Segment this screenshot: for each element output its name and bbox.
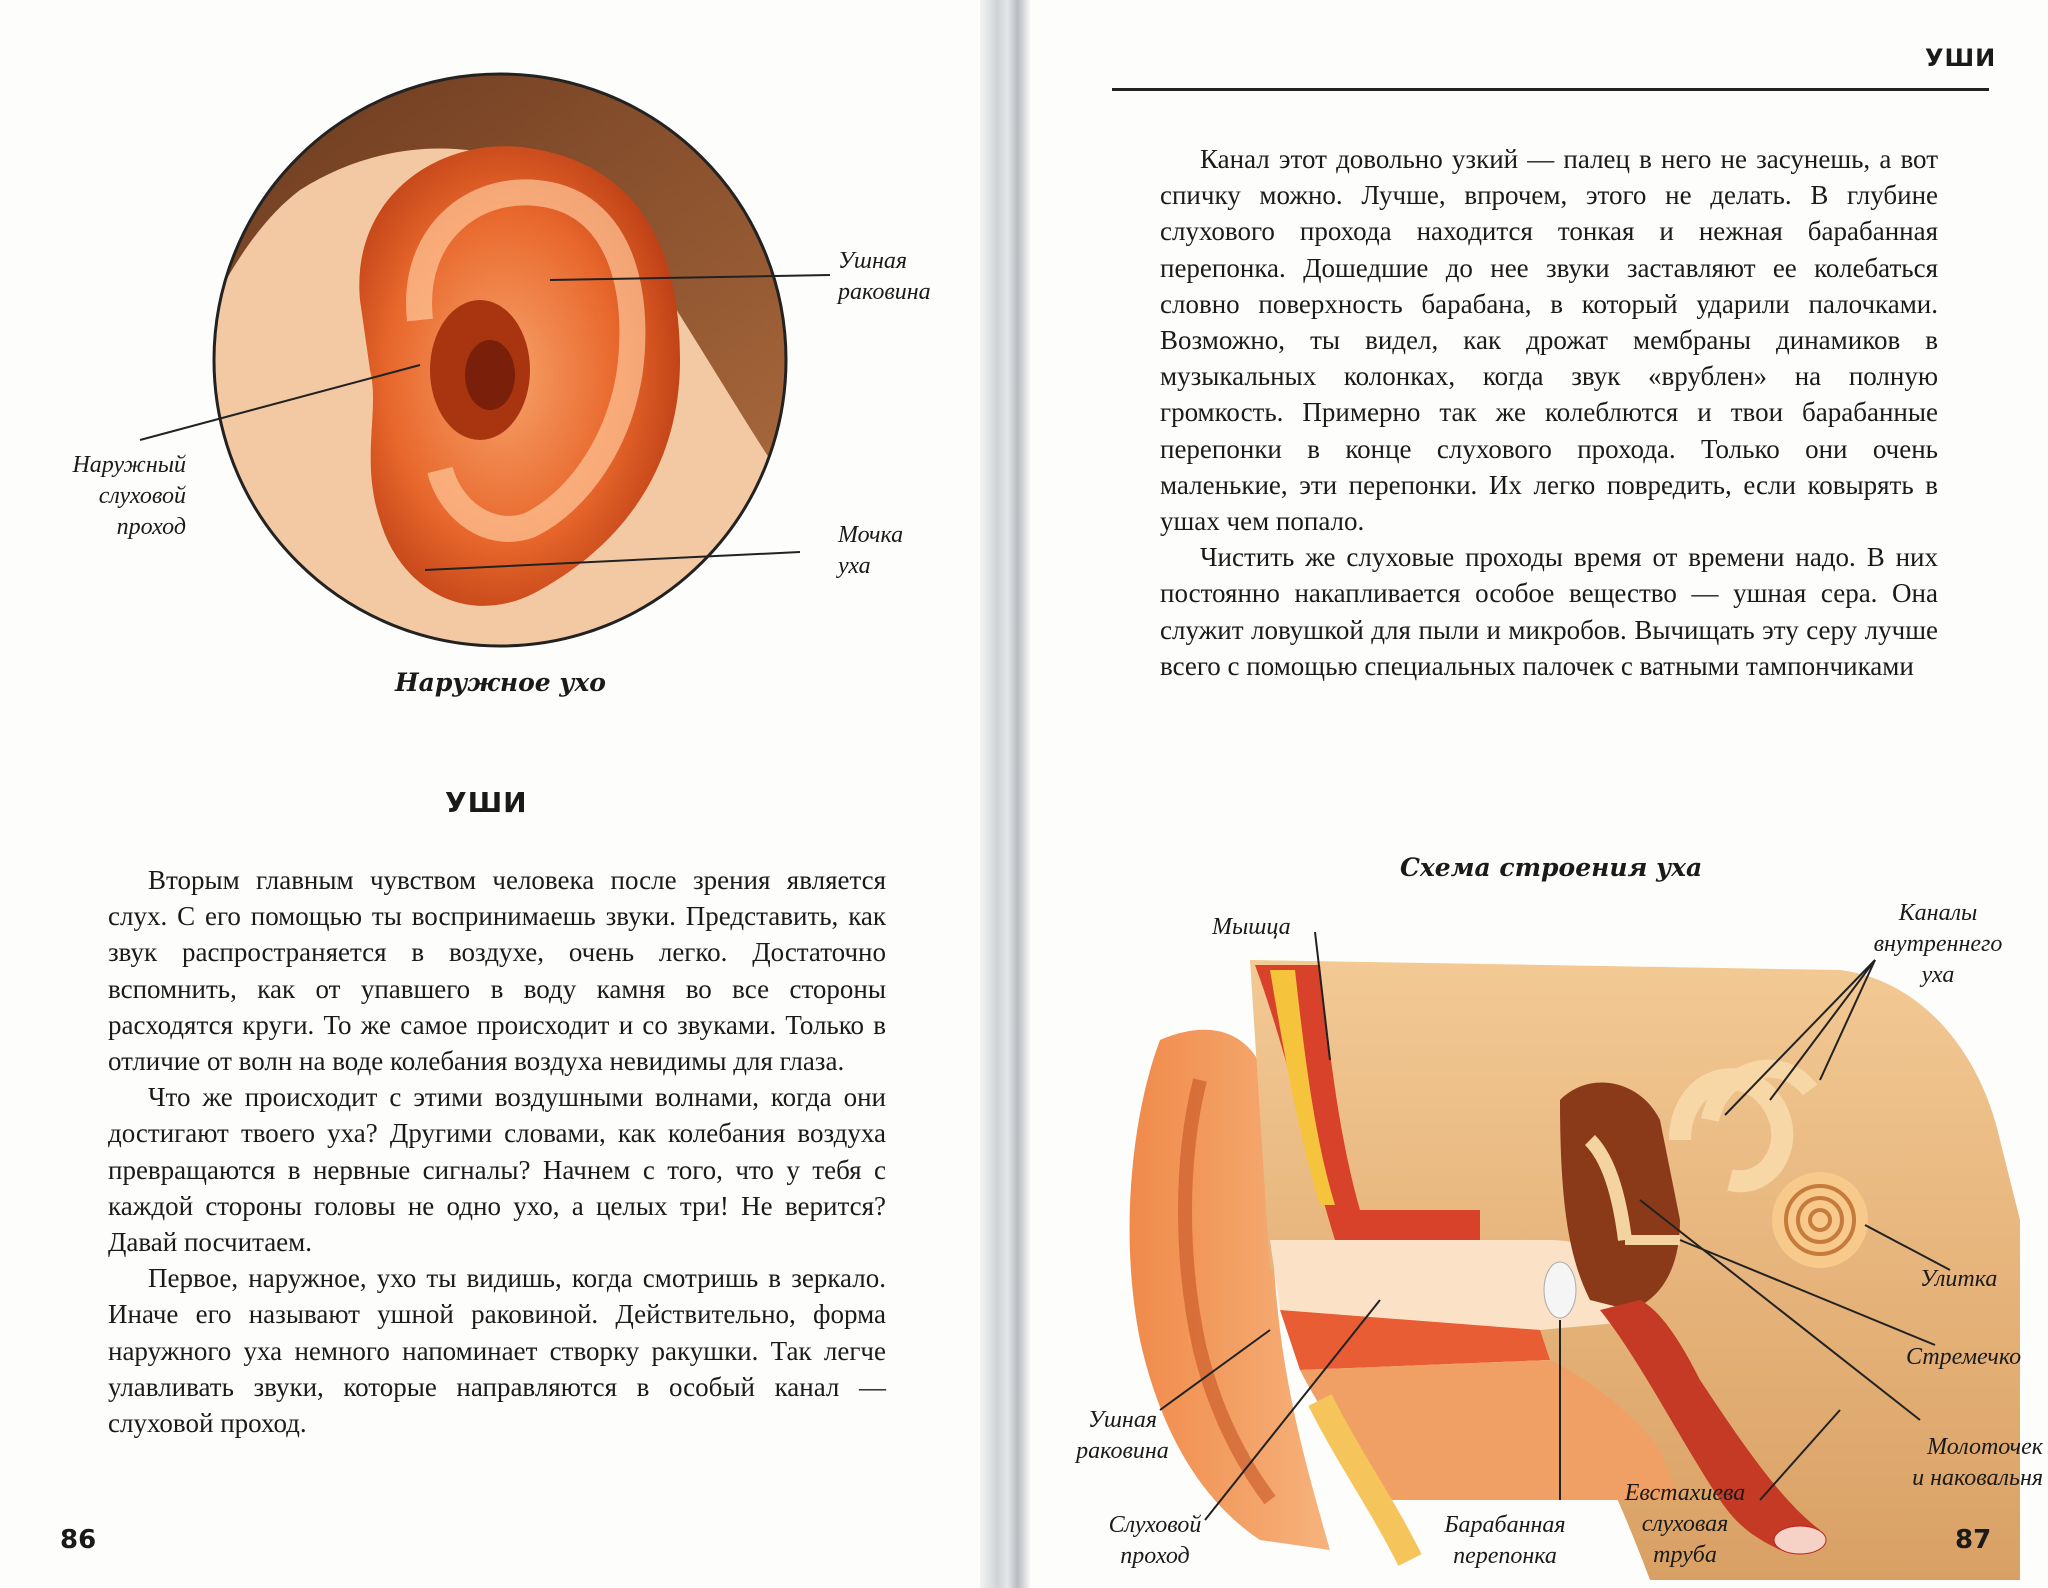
figure-caption-ear-structure: Схема строения уха [1400, 853, 1703, 882]
paragraph: Чистить же слуховые проходы время от времени надо. В них постоянно накапливается особое вещество — ушная сера. Она служит ловушкой для пыли и микробов. Вычищать эту серу лучше всего с помощью специальных палочек с ватными тампончиками [1160, 542, 1938, 681]
paragraph: Что же происходит с этими воздушными волнами, когда они достигают твоего уха? Другими словами, как колебания воздуха превращаются в нервные сигналы? Начнем с того, что у тебя с каждой стороны головы не одно ухо, а целых три! Не верится? Давай посчитаем. [108, 1082, 886, 1258]
label-ear-canal-diagram: Слуховой проход [1108, 1512, 1202, 1569]
running-head: УШИ [1925, 44, 1997, 72]
paragraph: Вторым главным чувством человека после зрения является слух. С его помощью ты воспринимаешь звуки. Представить, как звук распространяется в воздухе, очень легко. Достаточно вспомнить, как от упавшего в воду камня во все стороны расходятся круги. То же самое происходит и со звуками. Только в отличие от волн на воде колебания воздуха невидимы для глаза. [108, 865, 886, 1077]
paragraph: Первое, наружное, ухо ты видишь, когда смотришь в зеркало. Иначе его называют ушной раковиной. Действительно, форма наружного уха немного напоминает створку ракушки. Так легче улавливать звуки, которые направляются в особый канал — слуховой проход. [108, 1263, 886, 1439]
book-gutter [980, 0, 1030, 1588]
page-number-right: 87 [1955, 1525, 1992, 1555]
label-inner-ear-canals: Каналы внутреннего уха [1873, 900, 2003, 988]
paragraph: Канал этот довольно узкий — палец в него не засунешь, а вот спичку можно. Лучше, впрочем, этого не делать. В глубине слухового прохода находится тонкая и нежная барабанная перепонка. Дошедшие до нее звуки заставляют ее колебаться словно поверхность барабана, в который ударили палочками. Возможно, ты видел, как дрожат мембраны динамиков в музыкальных колонках, когда звук «врублен» на полную громкость. Примерно так же колеблются и твои барабанные перепонки в конце слухового прохода. Только они очень маленькие, эти перепонки. Их легко повредить, если ковырять в ушах чем попало. [1160, 144, 1938, 537]
label-auricle: Ушная раковина [838, 248, 931, 305]
label-eustachian-tube: Евстахиева слуховая труба [1624, 1480, 1746, 1568]
outer-ear-illustration [210, 70, 790, 650]
label-auricle-diagram: Ушная раковина [1076, 1407, 1169, 1464]
label-earlobe: Мочка уха [838, 522, 904, 579]
left-body-text [108, 862, 886, 1441]
label-cochlea: Улитка [1920, 1266, 1998, 1292]
label-eardrum: Барабанная перепонка [1444, 1512, 1566, 1569]
right-body-text [1160, 141, 1938, 684]
label-hammer-anvil: Молоточек и наковальня [1912, 1434, 2043, 1491]
label-stapes: Стремечко [1906, 1344, 2022, 1370]
figure-caption-outer-ear: Наружное ухо [395, 668, 606, 697]
header-rule [1112, 88, 1989, 91]
label-muscle: Мышца [1212, 914, 1291, 940]
label-ear-canal: Наружный слуховой проход [72, 452, 186, 540]
page-number-left: 86 [60, 1525, 97, 1555]
section-title: УШИ [445, 786, 528, 819]
